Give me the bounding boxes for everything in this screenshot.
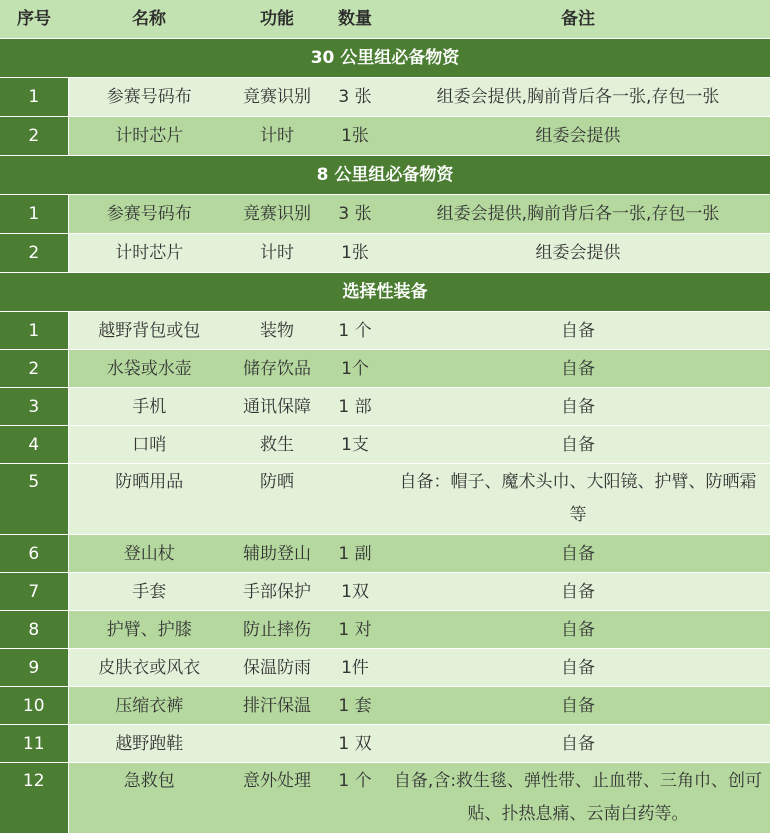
row-function: 通讯保障 [230, 388, 324, 426]
row-notes: 自备,含:救生毯、弹性带、止血带、三角巾、创可贴、扑热息痛、云南白药等。 [386, 763, 770, 834]
row-quantity: 1 对 [324, 611, 386, 649]
row-function: 装物 [230, 312, 324, 350]
row-notes: 自备 [386, 573, 770, 611]
row-quantity: 3 张 [324, 195, 386, 234]
row-notes: 自备 [386, 725, 770, 763]
table-row [0, 117, 770, 156]
table-row [0, 78, 770, 117]
row-function: 竟赛识别 [230, 195, 324, 234]
row-no: 2 [0, 350, 68, 388]
row-name: 急救包 [68, 763, 230, 834]
table-row [0, 312, 770, 350]
row-no: 7 [0, 573, 68, 611]
row-notes: 自备 [386, 535, 770, 573]
row-name: 皮肤衣或风衣 [68, 649, 230, 687]
row-quantity: 1 双 [324, 725, 386, 763]
row-notes: 自备 [386, 312, 770, 350]
row-function: 竟赛识别 [230, 78, 324, 117]
row-function: 防止摔伤 [230, 611, 324, 649]
table-row [0, 763, 770, 834]
table-row [0, 649, 770, 687]
section-header-optional [0, 273, 770, 312]
row-no: 4 [0, 426, 68, 464]
row-quantity: 1张 [324, 234, 386, 273]
row-function: 计时 [230, 234, 324, 273]
table-row [0, 426, 770, 464]
row-name: 水袋或水壶 [68, 350, 230, 388]
row-no: 10 [0, 687, 68, 725]
row-function: 储存饮品 [230, 350, 324, 388]
row-quantity: 1 副 [324, 535, 386, 573]
section-header-30km [0, 39, 770, 78]
row-function: 救生 [230, 426, 324, 464]
header-row [0, 0, 770, 39]
row-quantity: 3 张 [324, 78, 386, 117]
row-name: 压缩衣裤 [68, 687, 230, 725]
row-function [230, 725, 324, 763]
table-row [0, 573, 770, 611]
header-name: 名称 [68, 0, 230, 39]
row-function: 辅助登山 [230, 535, 324, 573]
row-no: 1 [0, 312, 68, 350]
table-row [0, 234, 770, 273]
row-notes: 组委会提供,胸前背后各一张,存包一张 [386, 195, 770, 234]
row-no: 1 [0, 195, 68, 234]
row-notes: 自备：帽子、魔术头巾、大阳镜、护臂、防晒霜等 [386, 464, 770, 535]
section-title: 8 公里组必备物资 [0, 156, 770, 195]
row-quantity [324, 464, 386, 535]
row-notes: 自备 [386, 426, 770, 464]
row-notes: 组委会提供 [386, 234, 770, 273]
table-row [0, 687, 770, 725]
row-no: 12 [0, 763, 68, 834]
row-function: 防晒 [230, 464, 324, 535]
row-notes: 自备 [386, 687, 770, 725]
row-quantity: 1件 [324, 649, 386, 687]
row-name: 口哨 [68, 426, 230, 464]
row-quantity: 1双 [324, 573, 386, 611]
row-name: 护臂、护膝 [68, 611, 230, 649]
row-no: 8 [0, 611, 68, 649]
row-name: 计时芯片 [68, 234, 230, 273]
row-quantity: 1个 [324, 350, 386, 388]
row-name: 登山杖 [68, 535, 230, 573]
row-no: 9 [0, 649, 68, 687]
row-name: 越野背包或包 [68, 312, 230, 350]
row-no: 11 [0, 725, 68, 763]
section-title: 选择性装备 [0, 273, 770, 312]
row-no: 3 [0, 388, 68, 426]
table-row [0, 195, 770, 234]
header-quantity: 数量 [324, 0, 386, 39]
row-name: 参赛号码布 [68, 78, 230, 117]
row-no: 2 [0, 234, 68, 273]
row-no: 1 [0, 78, 68, 117]
row-name: 手机 [68, 388, 230, 426]
row-no: 5 [0, 464, 68, 535]
row-name: 防晒用品 [68, 464, 230, 535]
row-function: 保温防雨 [230, 649, 324, 687]
row-function: 计时 [230, 117, 324, 156]
table-row [0, 350, 770, 388]
header-notes: 备注 [386, 0, 770, 39]
row-notes: 组委会提供 [386, 117, 770, 156]
row-function: 意外处理 [230, 763, 324, 834]
table-row [0, 464, 770, 535]
row-notes: 自备 [386, 388, 770, 426]
section-header-8km [0, 156, 770, 195]
header-function: 功能 [230, 0, 324, 39]
row-function: 排汗保温 [230, 687, 324, 725]
row-name: 计时芯片 [68, 117, 230, 156]
row-quantity: 1 个 [324, 312, 386, 350]
row-notes: 组委会提供,胸前背后各一张,存包一张 [386, 78, 770, 117]
row-quantity: 1 个 [324, 763, 386, 834]
row-notes: 自备 [386, 350, 770, 388]
section-title: 30 公里组必备物资 [0, 39, 770, 78]
row-name: 越野跑鞋 [68, 725, 230, 763]
table-row [0, 725, 770, 763]
table-row [0, 388, 770, 426]
header-no: 序号 [0, 0, 68, 39]
row-function: 手部保护 [230, 573, 324, 611]
table-row [0, 535, 770, 573]
row-name: 参赛号码布 [68, 195, 230, 234]
row-notes: 自备 [386, 611, 770, 649]
row-quantity: 1 套 [324, 687, 386, 725]
row-no: 2 [0, 117, 68, 156]
row-quantity: 1支 [324, 426, 386, 464]
row-notes: 自备 [386, 649, 770, 687]
row-quantity: 1张 [324, 117, 386, 156]
table-row [0, 611, 770, 649]
row-no: 6 [0, 535, 68, 573]
row-quantity: 1 部 [324, 388, 386, 426]
row-name: 手套 [68, 573, 230, 611]
